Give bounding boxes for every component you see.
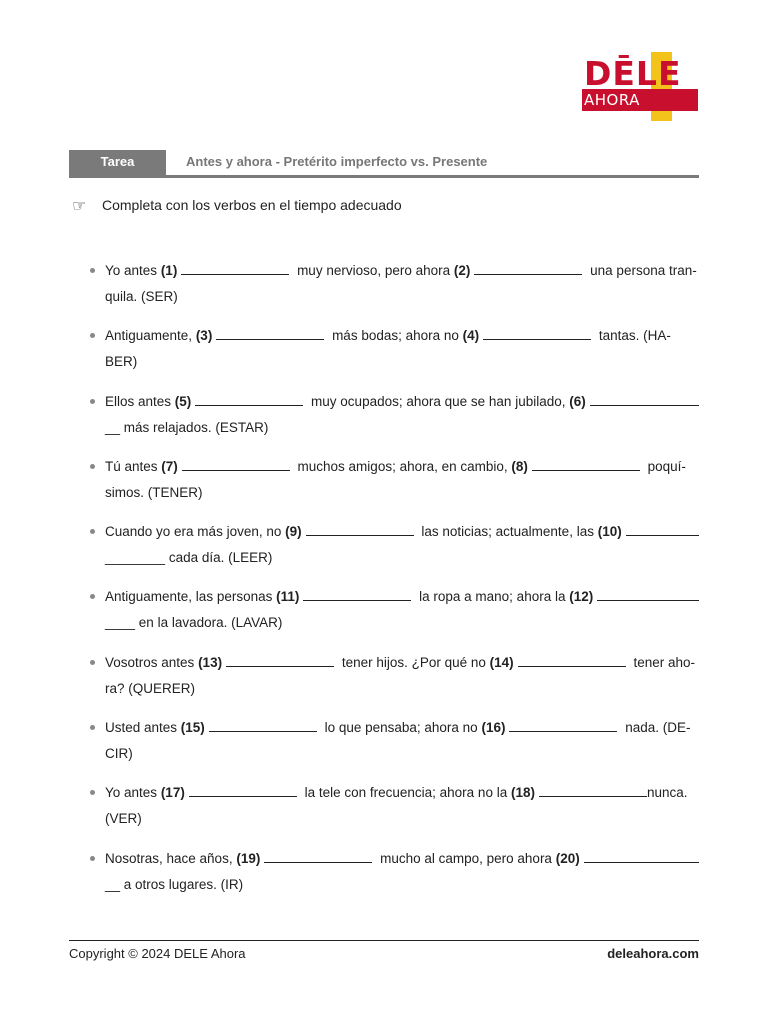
bullet-icon xyxy=(90,464,95,469)
instruction-text: Completa con los verbos en el tiempo adecuado xyxy=(102,197,402,213)
item-line-2 xyxy=(105,415,699,441)
exercise-item xyxy=(90,519,699,584)
answer-blank[interactable] xyxy=(181,273,289,275)
item-text: Nosotras, hace años, xyxy=(105,850,237,866)
item-text: tantas. (HA- xyxy=(595,328,671,344)
item-text: una persona tran- xyxy=(586,263,697,278)
blank-number: (10) xyxy=(597,524,622,540)
bullet-icon xyxy=(90,399,95,404)
blank-number: (7) xyxy=(161,458,178,474)
dele-ahora-logo xyxy=(580,52,700,122)
item-text: las noticias; actualmente, las xyxy=(417,524,598,540)
blank-number: (12) xyxy=(569,589,594,605)
answer-blank[interactable] xyxy=(209,730,317,732)
item-text: nunca. xyxy=(646,785,688,801)
item-blank-continuation: ________ xyxy=(105,550,166,566)
bullet-icon xyxy=(90,333,95,338)
item-text: simos. (TENER) xyxy=(105,484,203,500)
answer-blank[interactable] xyxy=(483,338,591,340)
item-line-1 xyxy=(105,780,699,806)
item-line-2 xyxy=(105,741,699,767)
answer-blank[interactable] xyxy=(264,861,372,863)
bullet-icon xyxy=(90,660,95,665)
answer-blank[interactable] xyxy=(518,665,626,667)
answer-blank[interactable] xyxy=(306,534,414,536)
blank-number: (15) xyxy=(180,720,205,736)
exercise-item xyxy=(90,715,699,780)
answer-blank[interactable] xyxy=(539,795,647,797)
item-line-2 xyxy=(105,349,699,375)
item-line-2 xyxy=(105,545,699,571)
item-line-1 xyxy=(105,650,699,676)
item-text: ra? (QUERER) xyxy=(105,680,196,696)
blank-number: (20) xyxy=(555,850,580,866)
item-line-1 xyxy=(105,258,699,284)
task-label: Tarea xyxy=(69,150,166,175)
footer-divider xyxy=(69,940,699,941)
item-line-1 xyxy=(105,846,699,872)
item-text: Vosotros antes xyxy=(105,654,199,670)
exercise-item xyxy=(90,389,699,454)
item-line-1 xyxy=(105,389,699,415)
item-text: Cuando yo era más joven, no xyxy=(105,524,286,540)
item-text: más relajados. (ESTAR) xyxy=(120,419,269,435)
task-title: Antes y ahora - Pretérito imperfecto vs. Presente xyxy=(186,154,488,169)
item-text: la tele con frecuencia; ahora no la xyxy=(300,785,511,801)
item-text: (VER) xyxy=(105,811,142,827)
item-text: Yo antes xyxy=(105,263,161,278)
blank-number: (6) xyxy=(569,393,586,409)
bullet-icon xyxy=(90,790,95,795)
item-text: Antiguamente, las personas xyxy=(105,589,277,605)
answer-blank[interactable] xyxy=(584,861,699,863)
item-text: lo que pensaba; ahora no xyxy=(320,720,482,736)
item-text: muy nervioso, pero ahora xyxy=(293,263,454,278)
blank-number: (9) xyxy=(285,524,302,540)
item-text: muy ocupados; ahora que se han jubilado, xyxy=(307,393,570,409)
item-line-1 xyxy=(105,519,699,545)
exercise-item xyxy=(90,584,699,649)
bullet-icon xyxy=(90,856,95,861)
item-line-1 xyxy=(105,454,699,480)
item-text: Ellos antes xyxy=(105,393,175,409)
item-text: cada día. (LEER) xyxy=(165,550,273,566)
bullet-icon xyxy=(90,725,95,730)
item-text: muchos amigos; ahora, en cambio, xyxy=(293,458,512,474)
exercise-item xyxy=(90,846,699,911)
item-line-2 xyxy=(105,610,699,636)
item-blank-continuation: ____ xyxy=(105,615,136,631)
blank-number: (11) xyxy=(276,589,300,605)
answer-blank[interactable] xyxy=(182,469,290,471)
item-text: BER) xyxy=(105,354,138,370)
copyright-text: Copyright © 2024 DELE Ahora xyxy=(69,946,246,961)
item-line-2 xyxy=(105,806,699,832)
item-text: mucho al campo, pero ahora xyxy=(376,850,556,866)
item-blank-continuation: __ xyxy=(105,419,121,435)
site-link[interactable]: deleahora.com xyxy=(607,946,699,961)
item-text: quila. (SER) xyxy=(105,289,178,304)
exercise-item xyxy=(90,323,699,388)
item-line-2 xyxy=(105,480,699,506)
blank-number: (13) xyxy=(198,654,223,670)
header-divider xyxy=(69,175,699,178)
item-text: tener hijos. ¿Por qué no xyxy=(338,654,490,670)
item-blank-continuation: __ xyxy=(105,876,121,892)
exercise-item xyxy=(90,650,699,715)
answer-blank[interactable] xyxy=(303,599,411,601)
blank-number: (19) xyxy=(236,850,261,866)
answer-blank[interactable] xyxy=(195,404,303,406)
item-text: Antiguamente, xyxy=(105,328,196,344)
blank-number: (17) xyxy=(160,785,185,801)
pointing-hand-icon: ☞ xyxy=(72,196,87,215)
answer-blank[interactable] xyxy=(474,273,582,275)
item-text: a otros lugares. (IR) xyxy=(120,876,244,892)
exercise-item xyxy=(90,454,699,519)
answer-blank[interactable] xyxy=(532,469,640,471)
task-header xyxy=(69,150,699,178)
bullet-icon xyxy=(90,268,95,273)
item-text: Usted antes xyxy=(105,720,181,736)
item-text: la ropa a mano; ahora la xyxy=(415,589,570,605)
logo-brand-top: DĒLE xyxy=(584,54,682,93)
item-text: Yo antes xyxy=(105,785,161,801)
exercise-list xyxy=(90,258,699,911)
blank-number: (2) xyxy=(453,263,471,278)
blank-number: (4) xyxy=(462,328,480,344)
bullet-icon xyxy=(90,594,95,599)
bullet-icon xyxy=(90,529,95,534)
answer-blank[interactable] xyxy=(597,599,699,601)
answer-blank[interactable] xyxy=(216,338,324,340)
answer-blank[interactable] xyxy=(626,534,699,536)
answer-blank[interactable] xyxy=(590,404,699,406)
item-text: CIR) xyxy=(105,746,133,762)
item-line-2 xyxy=(105,284,699,310)
blank-number: (16) xyxy=(481,720,506,736)
answer-blank[interactable] xyxy=(189,795,297,797)
exercise-item xyxy=(90,780,699,845)
exercise-item xyxy=(90,258,699,323)
item-text: Tú antes xyxy=(105,458,162,474)
item-text: nada. (DE- xyxy=(621,720,691,736)
blank-number: (8) xyxy=(511,458,528,474)
item-line-1 xyxy=(105,584,699,610)
logo-brand-bottom: AHORA xyxy=(584,91,640,109)
item-line-1 xyxy=(105,715,699,741)
item-text: tener aho- xyxy=(629,654,695,670)
item-text: más bodas; ahora no xyxy=(328,328,463,344)
item-line-1 xyxy=(105,323,699,349)
item-line-2 xyxy=(105,872,699,898)
item-text: poquí- xyxy=(643,458,686,474)
blank-number: (18) xyxy=(510,785,535,801)
answer-blank[interactable] xyxy=(226,665,334,667)
item-text: en la lavadora. (LAVAR) xyxy=(135,615,283,631)
blank-number: (1) xyxy=(160,263,178,278)
blank-number: (14) xyxy=(489,654,514,670)
item-line-2 xyxy=(105,676,699,702)
blank-number: (3) xyxy=(195,328,213,344)
answer-blank[interactable] xyxy=(509,730,617,732)
blank-number: (5) xyxy=(174,393,192,409)
